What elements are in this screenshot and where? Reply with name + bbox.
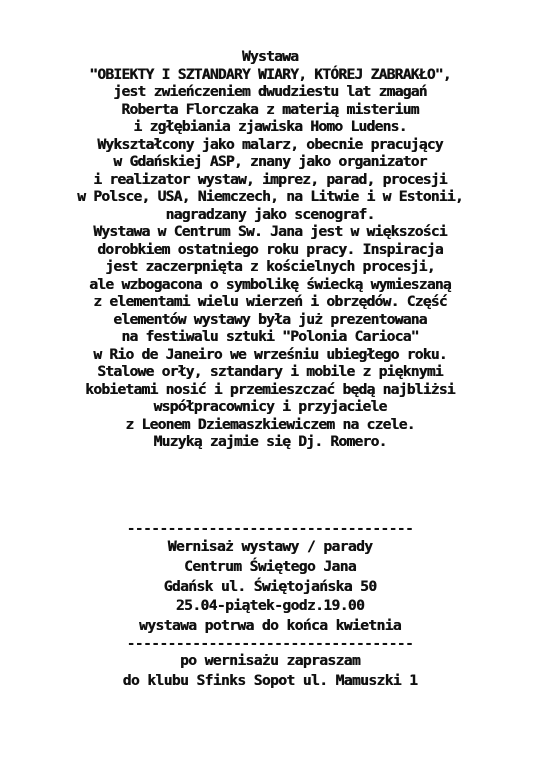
- description-line: ale wzbogacona o symbolikę świecką wymieszaną: [89, 275, 451, 293]
- description-line: Wykształcony jako malarz, obecnie pracujący: [97, 135, 443, 153]
- after-party-info: [8, 651, 532, 691]
- description-line: dorobkiem ostatniego roku pracy. Inspiracja: [97, 240, 443, 258]
- description-line: w Rio de Janeiro we wrześniu ubiegłego roku.: [93, 345, 447, 363]
- description-line: elementów wystawy była już prezentowana: [113, 310, 427, 328]
- description-line: współpracownicy i przyjaciele: [153, 398, 387, 415]
- description-line: Roberta Florczaka z materią misterium: [121, 100, 419, 118]
- description-line: jest zwieńczeniem dwudziestu lat zmagań: [113, 83, 427, 100]
- description-line: Muzyką zajmie się Dj. Romero.: [153, 433, 387, 450]
- vernissage-info: [8, 521, 532, 652]
- description-line: jest zaczerpnięta z kościelnych procesji,: [105, 258, 435, 275]
- description-line: w Polsce, USA, Niemczech, na Litwie i w Estonii,: [77, 188, 463, 205]
- description-line: Stalowe orły, sztandary i mobile z pięknymi: [97, 363, 443, 380]
- description-line: i zgłębiania zjawiska Homo Ludens.: [133, 118, 407, 135]
- exhibition-duration: wystawa potrwa do końca kwietnia: [139, 617, 401, 635]
- venue-name: Centrum Świętego Jana: [184, 557, 356, 575]
- description-line: Wystawa w Centrum Sw. Jana jest w większości: [93, 223, 447, 240]
- description-line: w Gdańskiej ASP, znany jako organizator: [113, 153, 427, 170]
- poster-heading: Wystawa: [241, 48, 299, 65]
- exhibition-title: "OBIEKTY I SZTANDARY WIARY, KTÓREJ ZABRAKŁO",: [89, 65, 451, 83]
- description-line: z elementami wielu wierzeń i obrzędów. Część: [93, 293, 447, 310]
- vernissage-heading: Wernisaż wystawy / parady: [167, 538, 373, 555]
- after-party-invite: po wernisażu zapraszam: [179, 652, 361, 669]
- description-line: na festiwalu sztuki "Polonia Carioca": [121, 328, 419, 345]
- description-line: kobietami nosić i przemieszczać będą najbliżsi: [85, 380, 455, 398]
- description-line: i realizator wystaw, imprez, parad, procesji: [93, 170, 447, 188]
- exhibition-description: [8, 48, 532, 451]
- venue-address: Gdańsk ul. Świętojańska 50: [163, 577, 377, 595]
- description-line: nagradzany jako scenograf.: [165, 205, 375, 223]
- description-line: z Leonem Dziemaszkiewiczem na czele.: [125, 415, 415, 433]
- event-date-time: 25.04-piątek-godz.19.00: [175, 597, 365, 615]
- after-party-location: do klubu Sfinks Sopot ul. Mamuszki 1: [122, 671, 418, 689]
- divider-line: -----------------------------------: [126, 521, 414, 537]
- divider-line: -----------------------------------: [126, 635, 414, 652]
